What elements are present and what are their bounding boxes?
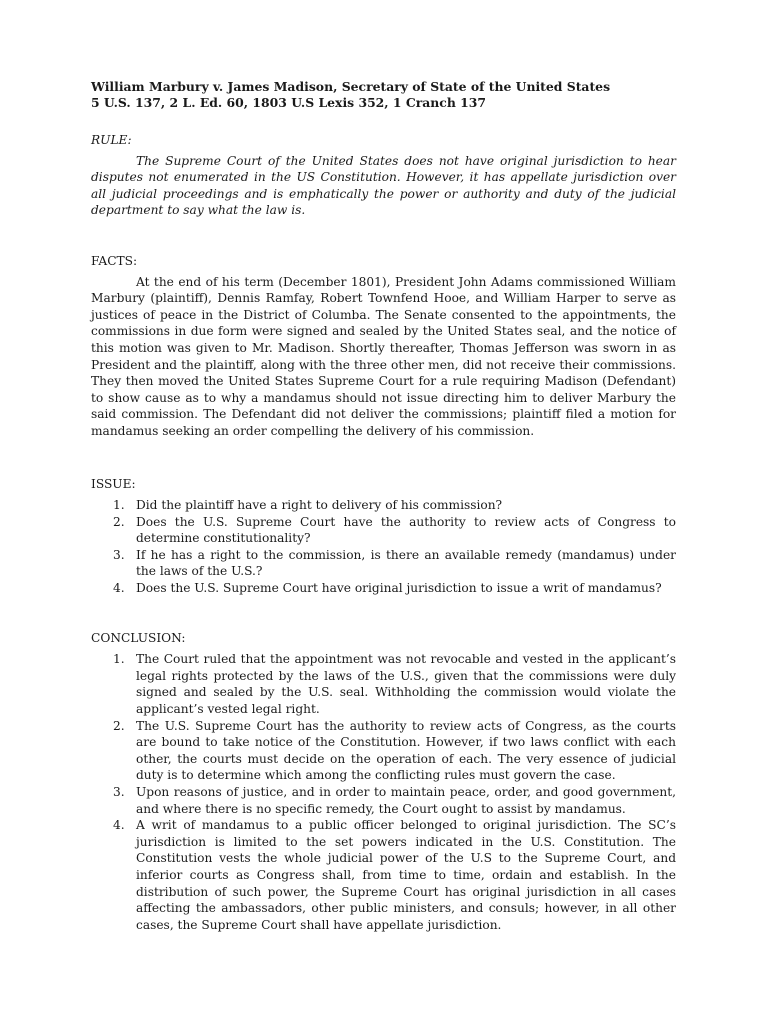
list-number: 4. — [113, 581, 125, 596]
conclusion-item — [91, 784, 676, 817]
issue-text: Does the U.S. Supreme Court have the authority to review acts of Congress to determine constitutionality? — [136, 514, 676, 546]
case-title — [91, 79, 676, 111]
list-number: 1. — [113, 652, 125, 667]
issue-heading: ISSUE: — [91, 476, 136, 491]
issue-item — [91, 497, 676, 514]
issue-list — [91, 497, 676, 597]
issue-text: If he has a right to the commission, is there an available remedy (mandamus) under the laws of the U.S.? — [136, 547, 676, 579]
conclusion-text: A writ of mandamus to a public officer belonged to original jurisdiction. The SC’s jurisdiction is limited to the set powers indicated in the U.S. Constitution. The Constitution vests the whole judicial power of the U.S to the Supreme Court, and inferior courts as Congress shall, from time to time, ordain and establish. In the distribution of such power, the Supreme Court has original jurisdiction in all cases affecting the ambassadors, other public ministers, and consuls; however, in all other cases, the Supreme Court shall have appellate jurisdiction. — [136, 818, 676, 932]
conclusion-item — [91, 651, 676, 717]
conclusion-text: Upon reasons of justice, and in order to maintain peace, order, and good government, and where there is no specific remedy, the Court ought to assist by mandamus. — [136, 785, 676, 816]
issue-text: Does the U.S. Supreme Court have original jurisdiction to issue a writ of mandamus? — [136, 581, 662, 596]
conclusion-heading: CONCLUSION: — [91, 630, 186, 645]
case-citation: 5 U.S. 137, 2 L. Ed. 60, 1803 U.S Lexis 352, 1 Cranch 137 — [91, 95, 487, 110]
issue-item — [91, 547, 676, 580]
facts-paragraph: At the end of his term (December 1801), President John Adams commissioned William Marbury (plaintiff), Dennis Ramfay, Robert Townfend Hooe, and William Harper to serve as justices of peace in the District of Columba. The Senate consented to the appointments, the commissions in due form were signed and sealed by the United States seal, and the notice of this motion was given to Mr. Madison. Shortly thereafter, Thomas Jefferson was sworn in as President and the plaintiff, along with the three other men, did not receive their commissions. They then moved the United States Supreme Court for a rule requiring Madison (Defendant) to show cause as to why a mandamus should not issue directing him to deliver Marbury the said commission. The Defendant did not deliver the commissions; plaintiff filed a motion for mandamus seeking an order compelling the delivery of his commission. — [91, 274, 676, 438]
facts-heading: FACTS: — [91, 253, 138, 268]
conclusion-text: The U.S. Supreme Court has the authority to review acts of Congress, as the courts are bound to take notice of the Constitution. However, if two laws conflict with each other, the courts must decide on the operation of each. The very essence of judicial duty is to determine which among the conflicting rules must govern the case. — [136, 718, 676, 783]
conclusion-item — [91, 817, 676, 933]
conclusion-text: The Court ruled that the appointment was not revocable and vested in the applicant’s legal rights protected by the laws of the U.S., given that the commissions were duly signed and sealed by the U.S. seal. Withholding the commission would violate the applicant’s vested legal right. — [136, 652, 676, 717]
rule-paragraph: The Supreme Court of the United States does not have original jurisdiction to hear disputes not enumerated in the US Constitution. However, it has appellate jurisdiction over all judicial proceedings and is emphatically the power or authority and duty of the judicial department to say what the law is. — [91, 153, 676, 218]
conclusion-list — [91, 651, 676, 933]
rule-heading: RULE: — [91, 133, 132, 147]
issue-item — [91, 514, 676, 547]
list-number: 2. — [113, 718, 125, 733]
issue-text: Did the plaintiff have a right to delivery of his commission? — [136, 498, 503, 513]
document-page — [91, 79, 676, 933]
case-title-line1: William Marbury v. James Madison, Secretary of State of the United States — [91, 79, 611, 94]
list-number: 3. — [113, 785, 125, 799]
list-number: 1. — [113, 498, 125, 513]
list-number: 4. — [113, 818, 125, 833]
list-number: 2. — [113, 514, 125, 529]
conclusion-item — [91, 718, 676, 784]
list-number: 3. — [113, 547, 125, 562]
issue-item — [91, 580, 676, 597]
